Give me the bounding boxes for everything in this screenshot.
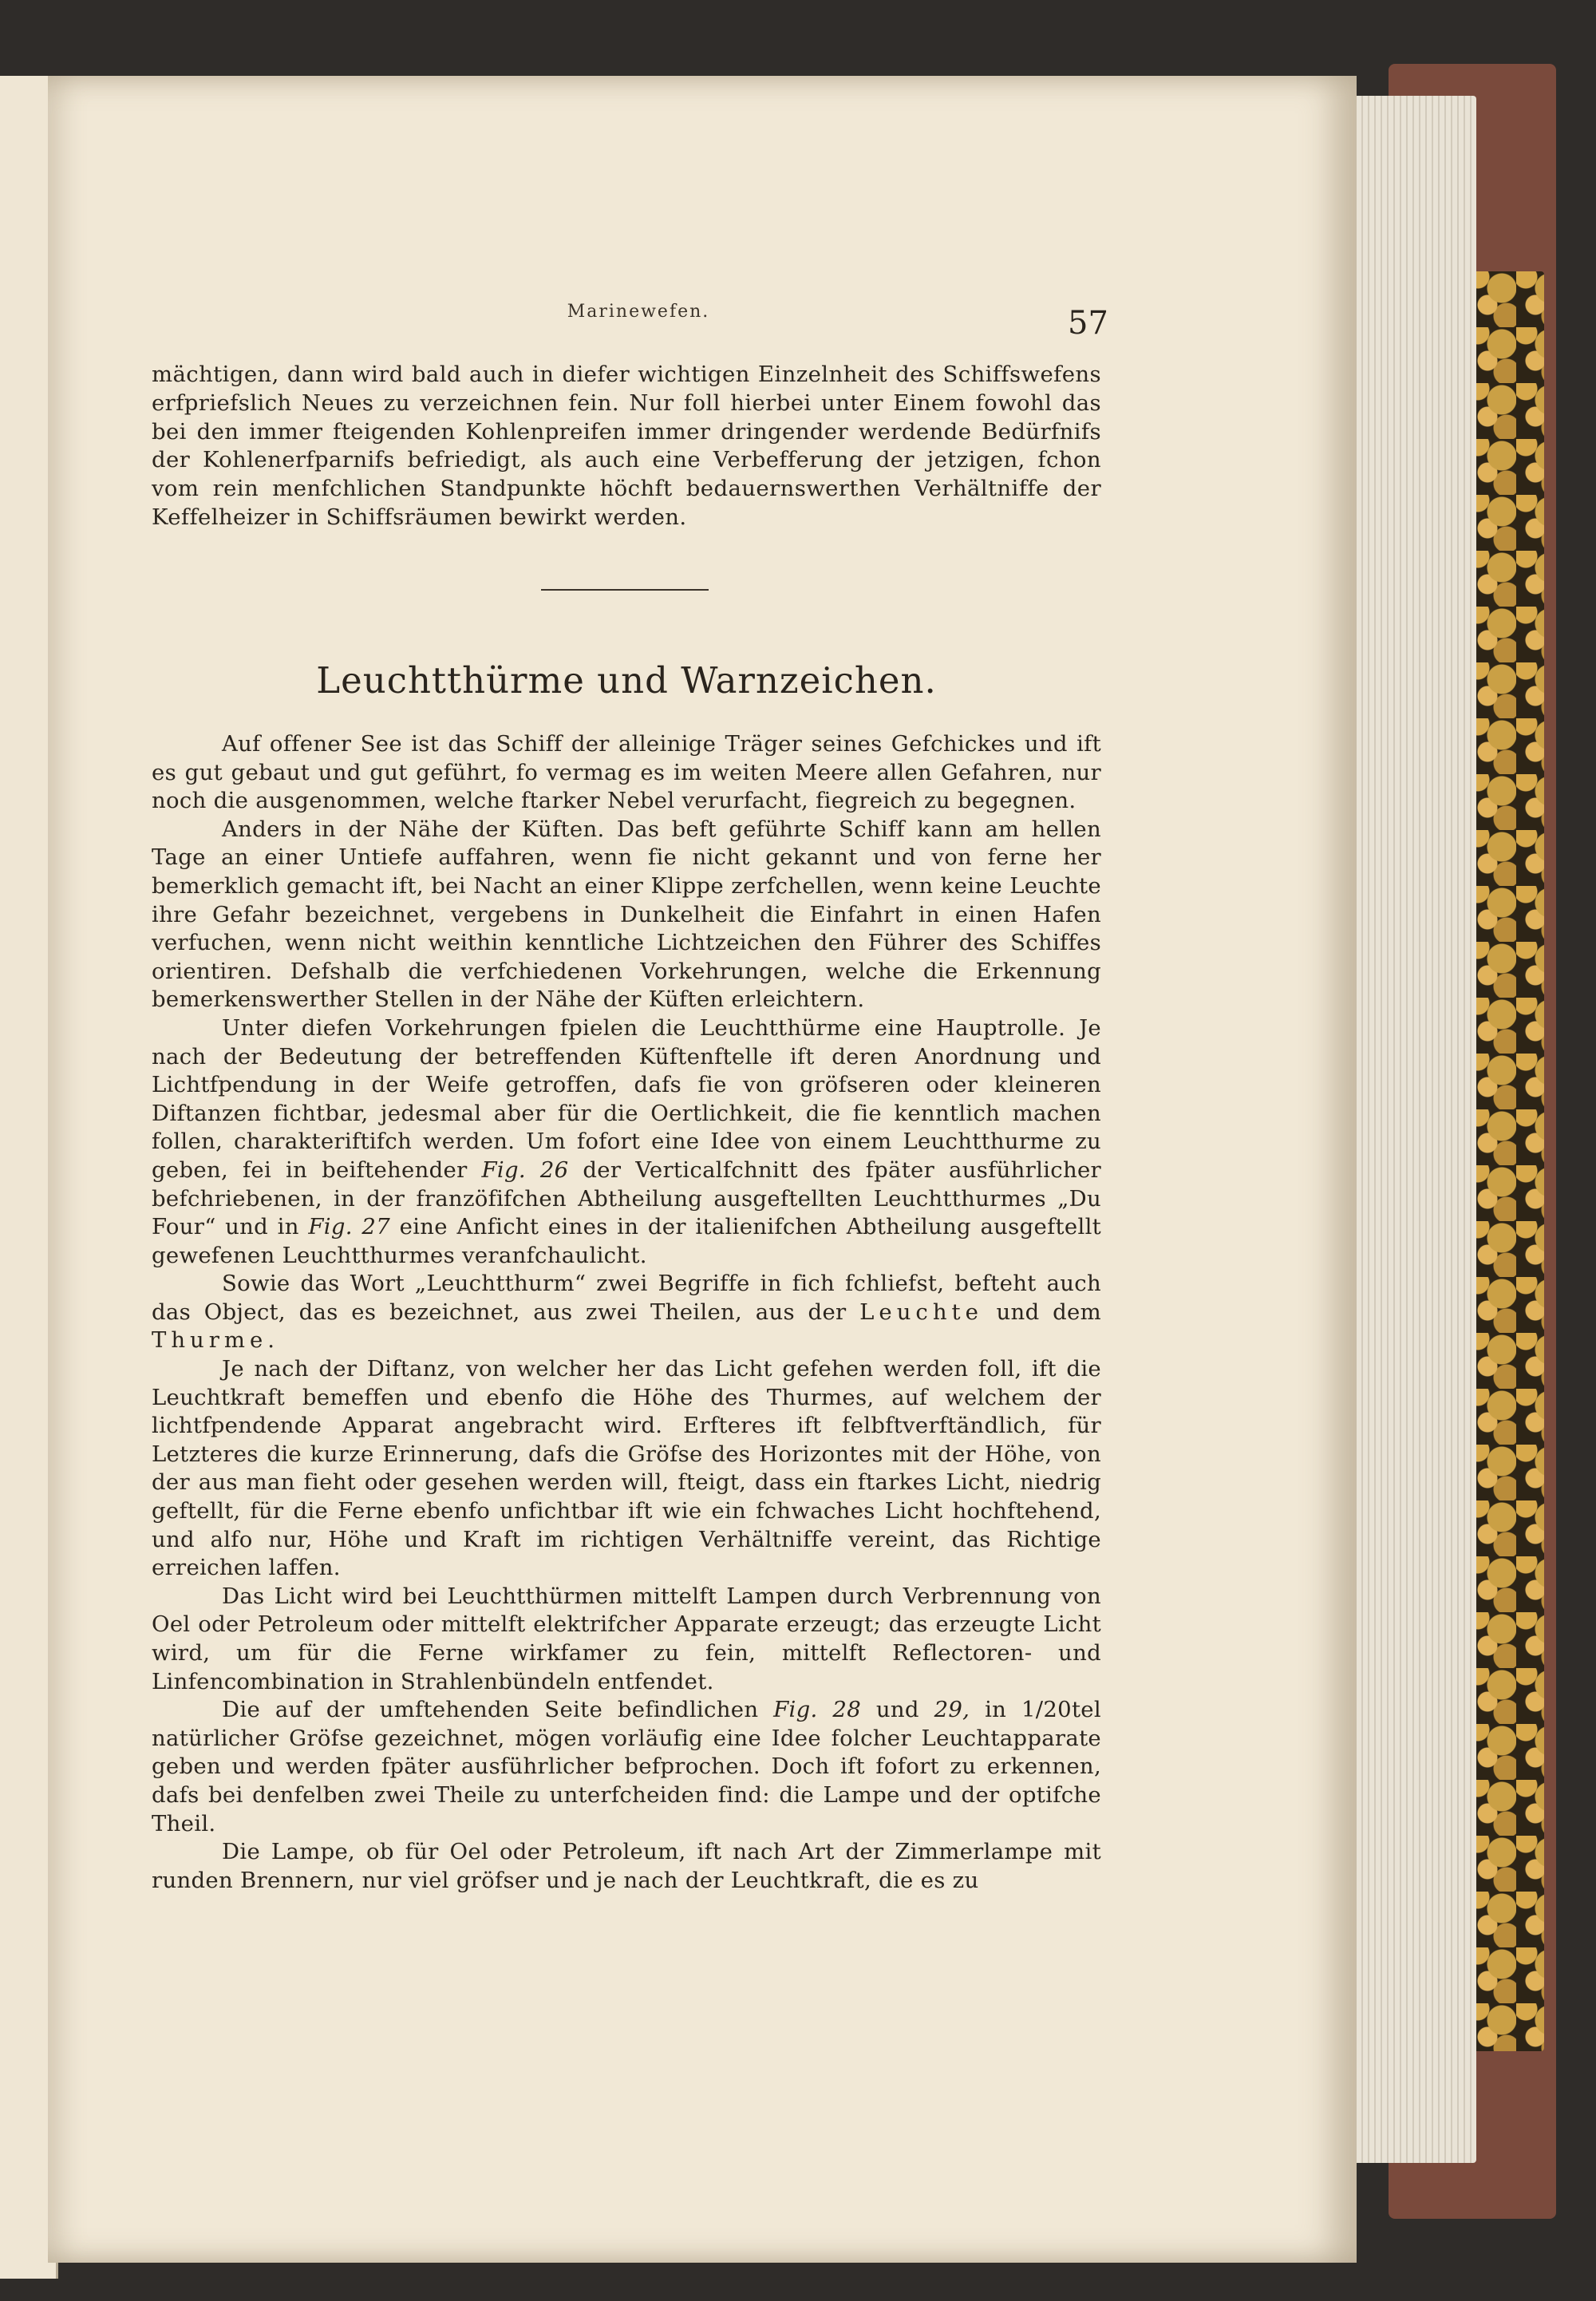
paragraph-text: und — [875, 1697, 919, 1723]
paragraph-text: Die auf der umftehenden Seite befindlichen — [222, 1697, 759, 1723]
paragraph: Auf offener See ist das Schiff der alleinige Träger seines Gefchickes und ift es gut gebaut und gut geführt, fo vermag es im weiten Meere allen Gefahren, nur noch die ausgenommen, welche ftarker Nebel verurfacht, fiegreich zu begegnen. — [152, 731, 1101, 814]
paragraph: Das Licht wird bei Leuchtthürmen mittelft Lampen durch Verbrennung von Oel oder Petroleum oder mittelft elektrifcher Apparate erzeugt; das erzeugte Licht wird, um für die Ferne wirkfamer zu fein, mittelft Reflectoren- und Linfencombination in Strahlenbündeln entfendet. — [152, 1583, 1101, 1694]
paragraph — [152, 1696, 1101, 1838]
intro-paragraph-block — [152, 361, 1101, 532]
paragraph — [152, 1014, 1101, 1270]
paragraph: Je nach der Diftanz, von welcher her das Licht gefehen werden foll, ift die Leuchtkraft bemeffen und ebenfo die Höhe des Thurmes, auf welchem der lichtfpendende Apparat angebracht wird. Erfteres ift felbftverftändlich, für Letzteres die kurze Erinnerung, dafs die Gröfse des Horizontes mit der Höhe, von der aus man fieht oder gesehen werden will, fteigt, dass ein ftarkes Licht, niedrig geftellt, für die Ferne ebenfo unfichtbar ift wie ein fchwaches Licht hochftehend, und alfo nur, Höhe und Kraft im richtigen Verhältniffe vereint, das Richtige erreichen laffen. — [152, 1356, 1101, 1581]
paragraph-text: Sowie das Wort „Leuchtthurm“ zwei Begriffe in fich fchliefst, befteht auch das Object, das es bezeichnet, aus zwei Theilen, aus der — [152, 1271, 1101, 1325]
page-number: 57 — [1068, 305, 1108, 342]
paragraph-text: in 1/20tel natürlicher Gröfse gezeichnet, mögen vorläufig eine Idee folcher Leuchtapparate geben und werden fpäter ausführlicher befprochen. Doch ift fofort zu erkennen, dafs bei denfelben zwei Theile zu unterfcheiden find: die Lampe und der optifche Theil. — [152, 1697, 1101, 1836]
section-title: Leuchtthürme und Warnzeichen. — [316, 659, 937, 702]
paragraph — [152, 1270, 1101, 1355]
emphasized-term: Leuchte — [859, 1299, 983, 1325]
paragraph: Anders in der Nähe der Küften. Das beft geführte Schiff kann am hellen Tage an einer Untiefe auffahren, wenn fie nicht gekannt und von ferne her bemerklich gemacht ift, bei Nacht an einer Klippe zerfchellen, wenn keine Leuchte ihre Gefahr bezeichnet, vergebens in Dunkelheit die Einfahrt in einen Hafen verfuchen, wenn nicht weithin kenntliche Lichtzeichen den Führer des Schiffes orientiren. Defshalb die verfchiedenen Vorkehrungen, welche die Erkennung bemerkenswerther Stellen in der Nähe der Küften erleichtern. — [152, 816, 1101, 1013]
paragraph: Die Lampe, ob für Oel oder Petroleum, ift nach Art der Zimmerlampe mit runden Brennern, nur viel gröfser und je nach der Leuchtkraft, die es zu — [152, 1839, 1101, 1893]
intro-paragraph: mächtigen, dann wird bald auch in diefer wichtigen Einzelnheit des Schiffswefens erfpriefslich Neues zu verzeichnen fein. Nur foll hierbei unter Einem fowohl das bei den immer fteigenden Kohlenpreifen immer dringender werdende Bedürfnifs der Kohlenerfparnifs befriedigt, als auch eine Verbefferung der jetzigen, fchon vom rein menfchlichen Standpunkte höchft bedauernswerthen Verhältniffe der Keffelheizer in Schiffsräumen bewirkt werden. — [152, 362, 1101, 530]
running-head: Marinewefen. — [567, 302, 710, 322]
paragraph-text: der Verticalfchnitt des fpäter ausführlicher befchriebenen, in der franzöfifchen Abtheilung ausgeftellten Leuchtthurmes „Du Four“ und in — [152, 1156, 1101, 1240]
section-divider — [541, 589, 709, 591]
paragraph-text: eine Anficht eines in der italienifchen Abtheilung ausgeftellt gewefenen Leuchtthurmes veranfchaulicht. — [152, 1214, 1102, 1268]
figure-reference: Fig. 26 — [481, 1156, 569, 1183]
figure-reference: Fig. 28 — [773, 1697, 861, 1723]
paragraph-text: Unter diefen Vorkehrungen fpielen die Leuchtthürme eine Hauptrolle. Je nach der Bedeutung der betreffenden Küftenftelle ift deren Anordnung und Lichtfpendung in der Weife getroffen, dafs fie von gröfseren oder kleineren Diftanzen fichtbar, jedesmal aber für die Oertlichkeit, die fie kenntlich machen follen, charakteriftifch werden. Um fofort eine Idee von einem Leuchtthurme zu geben, fei in beiftehender — [152, 1014, 1101, 1183]
paragraph-text: und dem — [996, 1299, 1102, 1325]
marbled-page-edge — [1468, 271, 1544, 2051]
emphasized-term: Thurme. — [152, 1327, 280, 1354]
figure-reference: 29, — [934, 1697, 970, 1723]
figure-reference: Fig. 27 — [308, 1214, 391, 1240]
section-body — [152, 730, 1101, 1895]
